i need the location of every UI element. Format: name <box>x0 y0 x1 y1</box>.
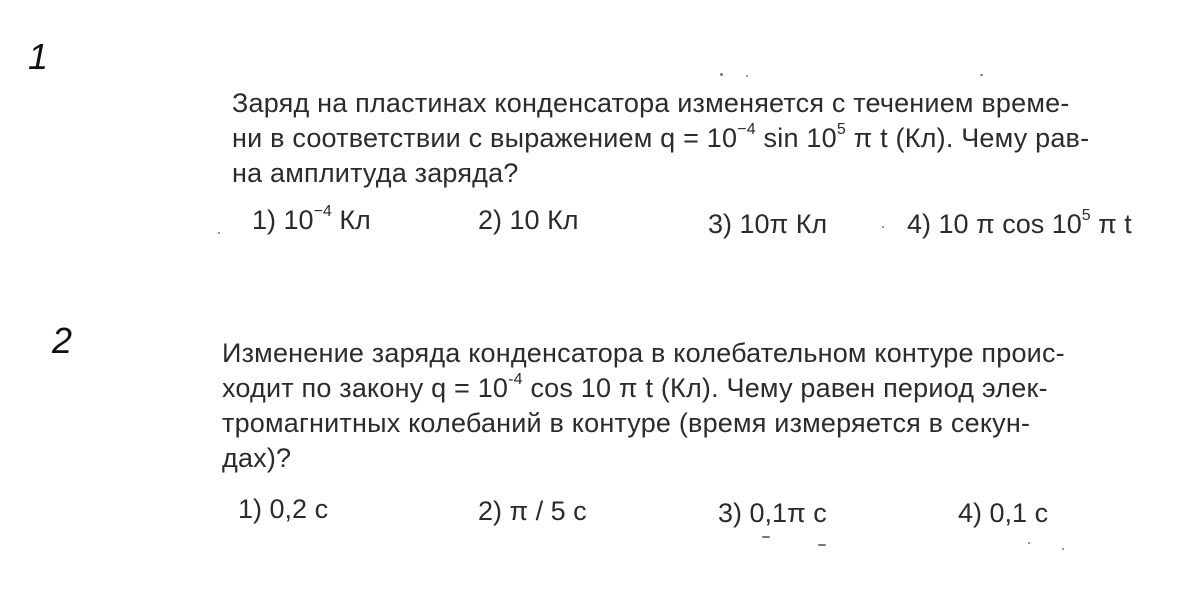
scan-speck <box>746 75 748 77</box>
question-2-stem <box>222 336 1065 476</box>
stem-line: ходит по закону $q = 10^{-4}$ cos 10 π t (Кл). Чему равен период элек- <box>222 371 1048 403</box>
scan-speck <box>762 536 770 538</box>
scan-speck <box>218 232 220 234</box>
stem-line: тромагнитных колебаний в контуре (время измеряется в секун- <box>222 408 1031 438</box>
stem-line: Изменение заряда конденсатора в колебательном контуре проис- <box>222 338 1065 368</box>
question-1-stem <box>232 86 1089 191</box>
question-2-option-2[interactable]: 2) π / 5 с <box>478 496 587 526</box>
question-number-1: 1 <box>28 36 49 77</box>
stem-line: ни в соответствии с выражением $q = 10^{-4}$ $\sin 10^5$ π t (Кл). Чему рав- <box>232 121 1090 153</box>
scan-speck <box>818 544 826 546</box>
question-number-2: 2 <box>52 320 73 361</box>
question-1-option-3[interactable]: 3) 10π Кл <box>708 209 828 239</box>
stem-line: Заряд на пластинах конденсатора изменяется с течением време- <box>232 88 1070 118</box>
scan-speck <box>1028 542 1030 544</box>
stem-line: дах)? <box>222 443 292 473</box>
question-1-option-2[interactable]: 2) 10 Кл <box>478 205 579 235</box>
question-1-option-4[interactable]: 4) 10 π $\cos 10^5$ π t <box>907 207 1132 239</box>
scan-speck <box>980 74 983 76</box>
stem-line: на амплитуда заряда? <box>232 158 519 188</box>
question-2-option-3[interactable]: 3) 0,1π с <box>718 498 827 528</box>
scan-speck <box>882 226 884 228</box>
scan-speck <box>720 73 723 76</box>
scan-speck <box>1062 548 1064 550</box>
question-2-option-4[interactable]: 4) 0,1 с <box>958 498 1049 528</box>
question-2-option-1[interactable]: 1) 0,2 с <box>238 494 329 524</box>
question-1-option-1[interactable]: 1) $10^{-4}$ Кл <box>252 203 371 235</box>
